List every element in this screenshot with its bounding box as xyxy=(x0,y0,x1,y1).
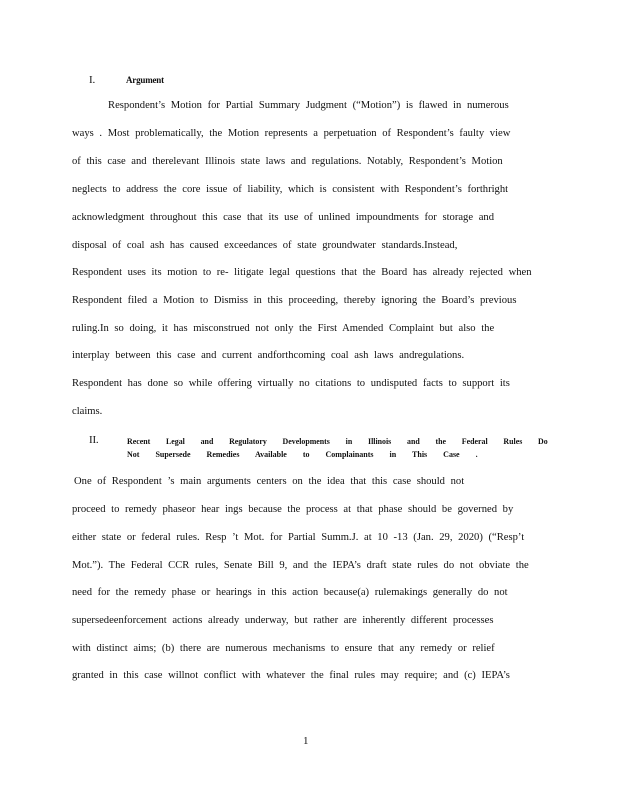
paragraph-line: Respondent has done so while offering virtually no citations to undisputed facts to support its xyxy=(72,378,510,389)
section-title: Argument xyxy=(126,75,164,85)
paragraph-line: supersedeenforcement actions already underway, but rather are inherently different processes xyxy=(72,615,494,626)
paragraph-line: of this case and therelevant Illinois state laws and regulations. Notably, Respondent’s Motion xyxy=(72,156,503,167)
section-heading-argument xyxy=(89,74,209,88)
paragraph-line: Mot.”). The Federal CCR rules, Senate Bill 9, and the IEPA’s draft state rules do not obviate the xyxy=(72,560,529,571)
section-title-line-1: Recent Legal and Regulatory Developments in Illinois and the Federal Rules Do xyxy=(127,437,548,446)
paragraph-line: need for the remedy phase or hearings in this action because(a) rulemakings generally do not xyxy=(72,587,508,598)
section-title-line-2: Not Supersede Remedies Available to Complainants in This Case . xyxy=(127,450,478,459)
paragraph-line: Respondent uses its motion to re- litigate legal questions that the Board has already rejected when xyxy=(72,267,532,278)
paragraph-line: ruling.In so doing, it has misconstrued not only the First Amended Complaint but also the xyxy=(72,323,495,334)
paragraph-line: granted in this case willnot conflict with whatever the final rules may require; and (c) IEPA’s xyxy=(72,670,510,681)
section-number: II. xyxy=(89,434,99,446)
paragraph-line: acknowledgment throughout this case that its use of unlined impoundments for storage and xyxy=(72,212,495,223)
paragraph-line: Respondent’s Motion for Partial Summary Judgment (“Motion”) is flawed in numerous xyxy=(108,100,509,111)
paragraph-line: neglects to address the core issue of liability, which is consistent with Respondent’s forthright xyxy=(72,184,509,195)
paragraph-line: with distinct aims; (b) there are numerous mechanisms to ensure that any remedy or relief xyxy=(72,643,495,654)
paragraph-line: proceed to remedy phaseor hear ings because the process at that phase should be governed by xyxy=(72,504,514,515)
section-number: I. xyxy=(89,74,96,86)
paragraph-line: One of Respondent ’s main arguments centers on the idea that this case should not xyxy=(74,476,465,487)
paragraph-line: either state or federal rules. Resp ’t Mot. for Partial Summ.J. at 10 -13 (Jan. 29, 2020) (“Resp’t xyxy=(72,532,525,543)
paragraph-line: interplay between this case and current andforthcoming coal ash laws andregulations. xyxy=(72,350,465,361)
paragraph-line: disposal of coal ash has caused exceedances of state groundwater standards.Instead, xyxy=(72,240,458,251)
page-number: 1 xyxy=(303,735,309,747)
paragraph-line: ways . Most problematically, the Motion represents a perpetuation of Respondent’s faulty view xyxy=(72,128,511,139)
paragraph-line: claims. xyxy=(72,406,103,417)
paragraph-line: Respondent filed a Motion to Dismiss in this proceeding, thereby ignoring the Board’s previous xyxy=(72,295,517,306)
